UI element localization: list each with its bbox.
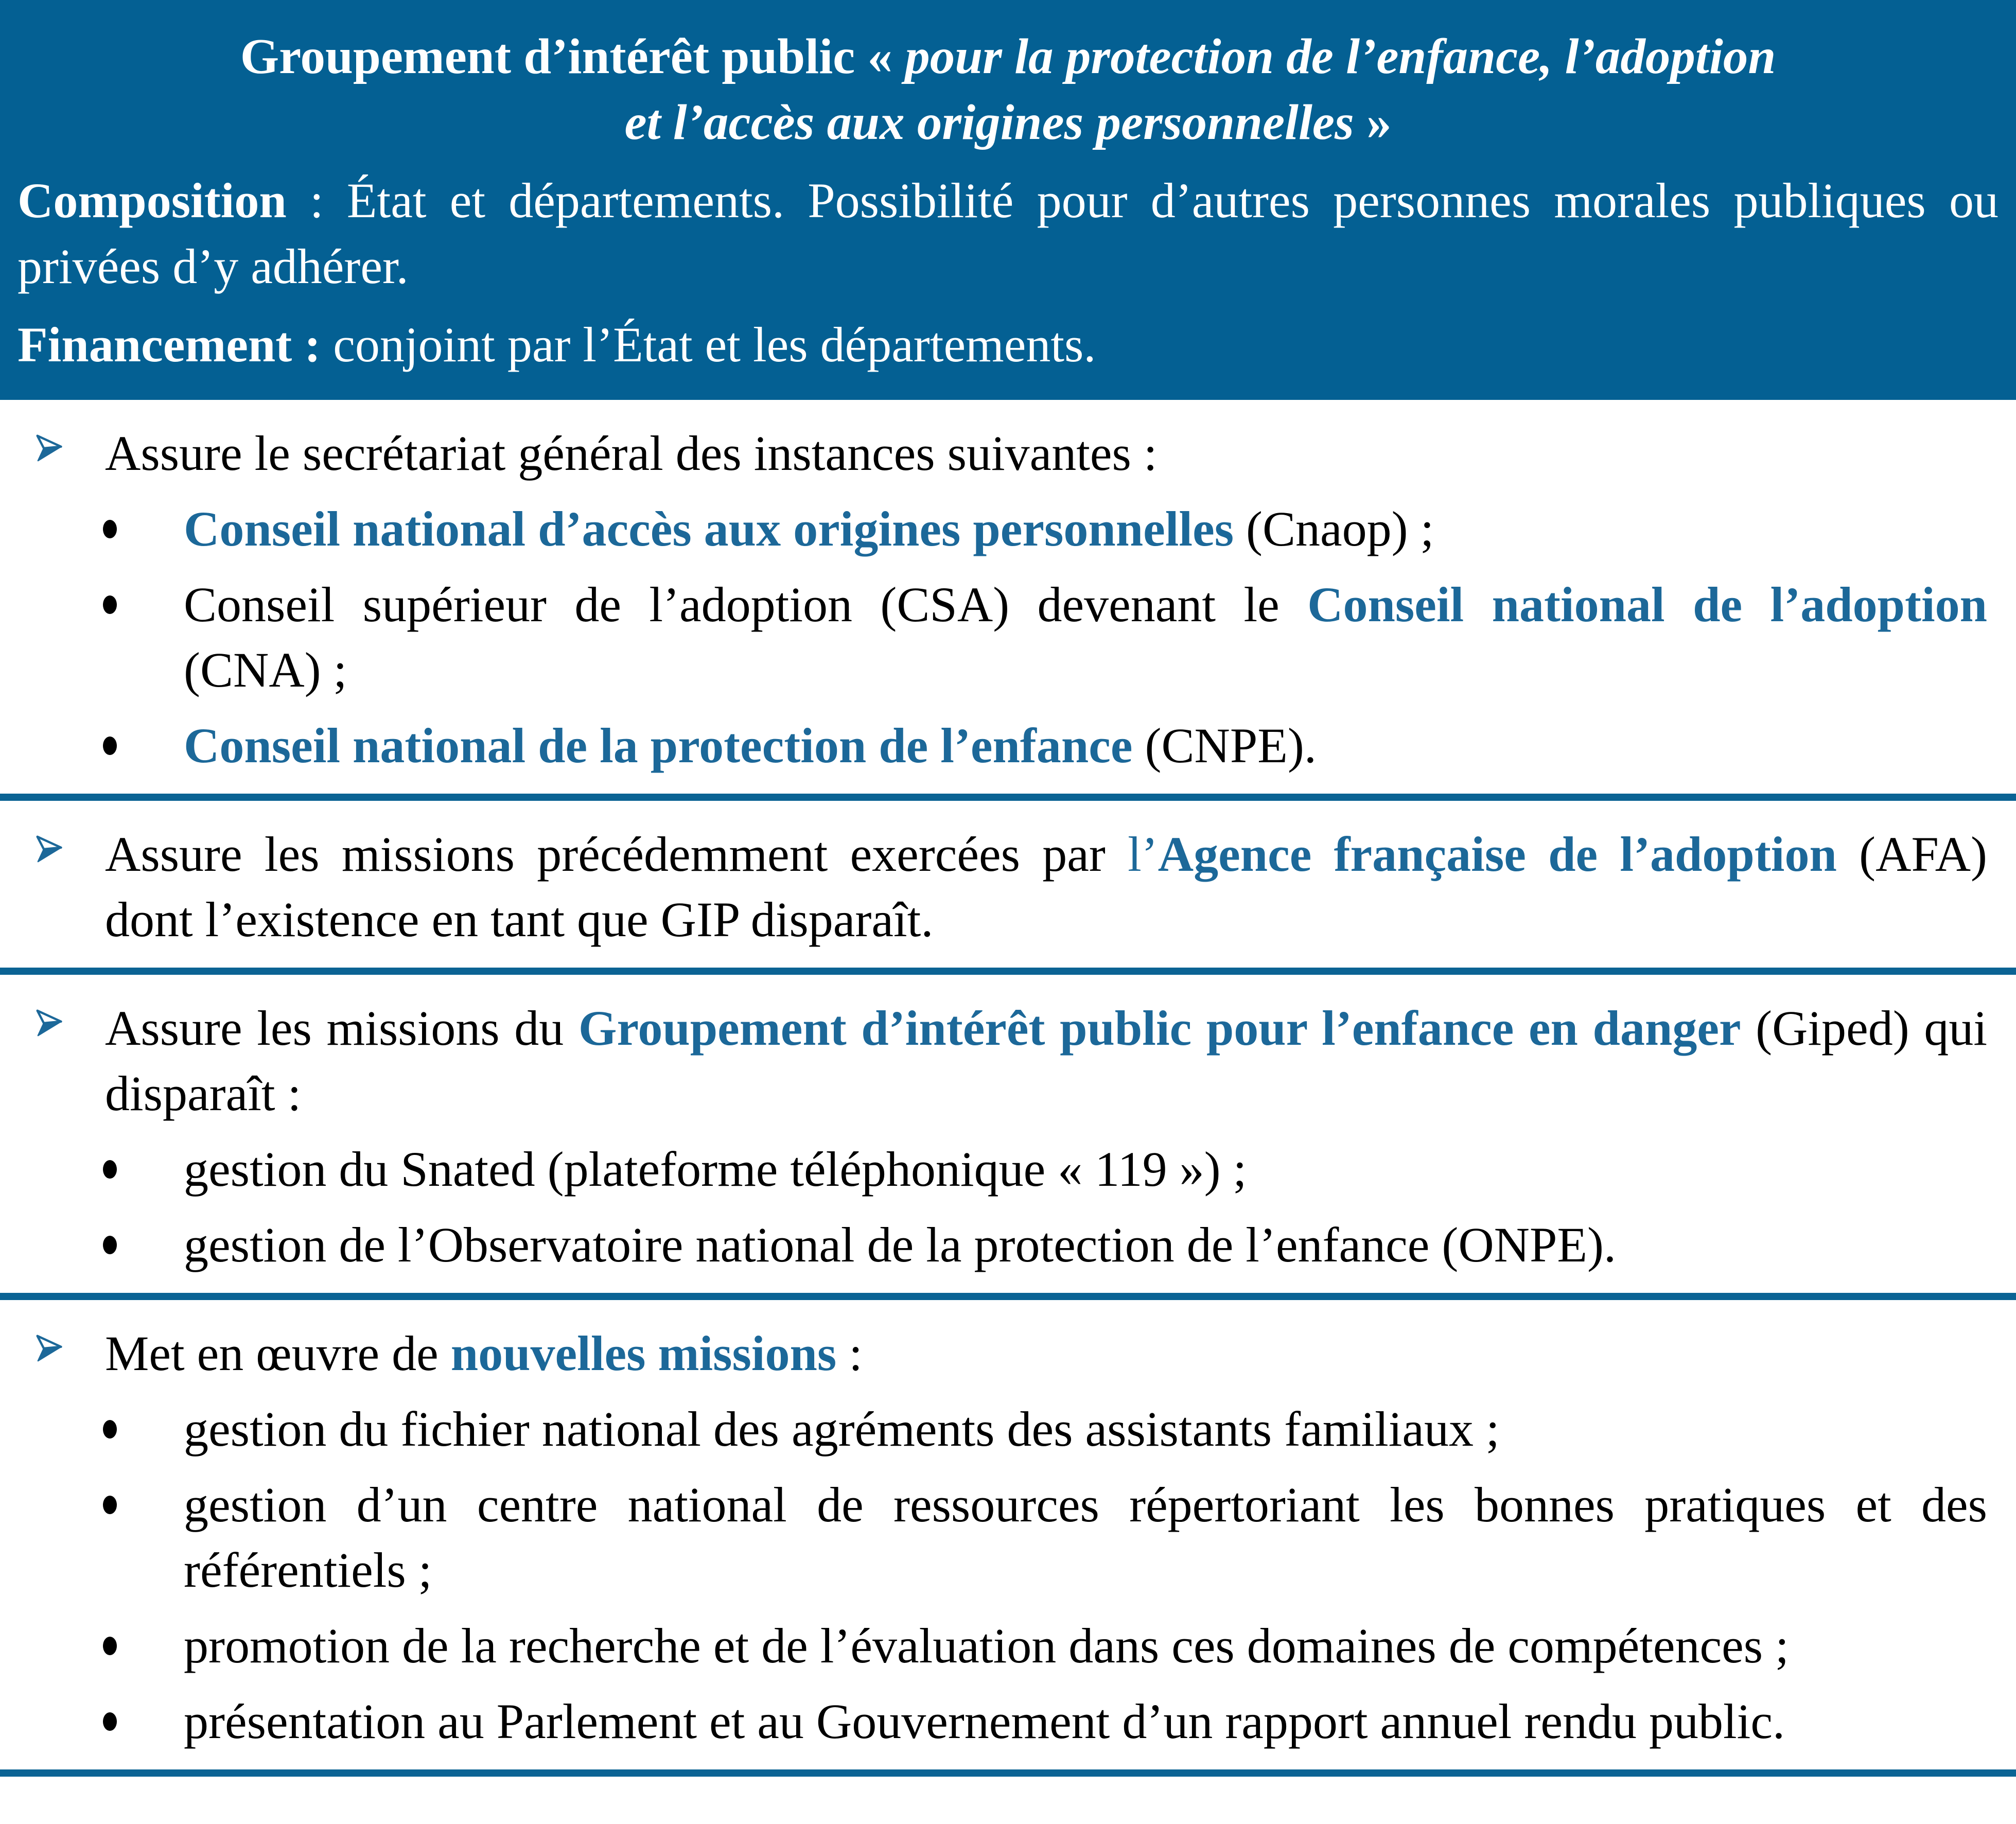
bullet-text — [184, 1689, 1987, 1754]
financement-label: Financement : — [17, 317, 321, 372]
bullet-segment: Conseil supérieur de l’adoption (CSA) devenant le — [184, 577, 1308, 632]
heading-segment: (AFA) dont l’existence en tant que GIP disparaît. — [105, 827, 1988, 947]
bullet-segment: promotion de la recherche et de l’évaluation dans ces domaines de compétences ; — [184, 1618, 1789, 1673]
bullet-segment: gestion d’un centre national de ressources répertoriant les bonnes pratiques et des référentiels ; — [184, 1477, 1987, 1598]
heading-segment: Agence française de l’adoption — [1158, 827, 1837, 882]
section-heading — [105, 821, 1987, 952]
dot-bullet-icon — [103, 1712, 117, 1731]
heading-segment: Groupement d’intérêt public pour l’enfance en danger — [578, 1001, 1741, 1056]
section-heading — [105, 420, 1987, 486]
section-divider — [0, 1769, 2016, 1777]
heading-segment: nouvelles missions — [450, 1326, 837, 1381]
title-text-italic: et l’accès aux origines personnelles — [624, 95, 1354, 150]
section-divider — [0, 968, 2016, 975]
section — [0, 400, 2016, 794]
arrowhead-bullet-icon — [33, 1004, 65, 1046]
bullet-segment: présentation au Parlement et au Gouvernement d’un rapport annuel rendu public. — [184, 1694, 1785, 1749]
dot-bullet-icon — [103, 520, 117, 538]
section — [0, 975, 2016, 1293]
bullet-text — [184, 1136, 1987, 1202]
arrowhead-bullet-icon — [33, 429, 65, 471]
page-title — [17, 24, 1999, 155]
bullet-text — [184, 572, 1987, 703]
bullet-text — [184, 713, 1987, 778]
bullet-segment: (CNPE). — [1132, 718, 1317, 773]
header-banner — [0, 0, 2016, 400]
list-item — [33, 1613, 1987, 1678]
list-item — [33, 1396, 1987, 1462]
arrowhead-bullet-icon — [33, 1329, 65, 1371]
heading-segment: l’ — [1128, 827, 1158, 882]
list-item — [33, 1472, 1987, 1603]
title-text-italic: pour la protection de l’enfance, l’adoption — [905, 29, 1776, 84]
composition-label: Composition — [17, 173, 287, 228]
list-item — [33, 1689, 1987, 1754]
bullet-segment: (Cnaop) ; — [1234, 501, 1434, 556]
section-heading-row — [33, 821, 1987, 952]
bullet-segment: gestion du Snated (plateforme téléphonique « 119 ») ; — [184, 1142, 1247, 1197]
list-item — [33, 713, 1987, 778]
heading-segment: Assure les missions précédemment exercées par — [105, 827, 1128, 882]
title-line-1 — [17, 24, 1999, 90]
dot-bullet-icon — [103, 1420, 117, 1439]
heading-segment: Assure le secrétariat général des instances suivantes : — [105, 426, 1158, 481]
dot-bullet-icon — [103, 1496, 117, 1514]
bullet-text — [184, 1396, 1987, 1462]
section-heading-row — [33, 420, 1987, 486]
title-line-2 — [17, 90, 1999, 155]
composition-paragraph — [17, 168, 1999, 300]
section-heading-row — [33, 1321, 1987, 1386]
section-heading-row — [33, 995, 1987, 1126]
title-text-bold: Groupement d’intérêt public « — [240, 29, 905, 84]
bullet-segment: Conseil national de l’adoption — [1307, 577, 1987, 632]
financement-text: conjoint par l’État et les départements. — [321, 317, 1096, 372]
section-divider — [0, 794, 2016, 801]
bullet-segment: Conseil national de la protection de l’enfance — [184, 718, 1133, 773]
dot-bullet-icon — [103, 595, 117, 614]
bullet-segment: gestion du fichier national des agréments des assistants familiaux ; — [184, 1401, 1500, 1457]
bullet-text — [184, 1472, 1987, 1603]
composition-colon: : — [286, 173, 347, 228]
heading-segment: : — [836, 1326, 863, 1381]
heading-segment: (Giped) qui disparaît : — [105, 1001, 1988, 1121]
financement-paragraph — [17, 312, 1999, 378]
bullet-segment: Conseil national d’accès aux origines personnelles — [184, 501, 1234, 556]
title-closing-guillemet: » — [1354, 95, 1392, 150]
dot-bullet-icon — [103, 736, 117, 755]
bullet-text — [184, 496, 1987, 562]
dot-bullet-icon — [103, 1160, 117, 1179]
list-item — [33, 496, 1987, 562]
section-heading — [105, 1321, 1987, 1386]
list-item — [33, 572, 1987, 703]
list-item — [33, 1136, 1987, 1202]
composition-text: État et départements. Possibilité pour d’autres personnes morales publiques ou privées d’y adhérer. — [17, 173, 1999, 294]
bullet-text — [184, 1212, 1987, 1277]
dot-bullet-icon — [103, 1637, 117, 1655]
heading-segment: Met en œuvre de — [105, 1326, 451, 1381]
section — [0, 1300, 2016, 1769]
arrowhead-bullet-icon — [33, 830, 65, 872]
bullet-segment: (CNA) ; — [184, 642, 347, 697]
bullet-segment: gestion de l’Observatoire national de la protection de l’enfance (ONPE). — [184, 1217, 1616, 1272]
section-divider — [0, 1293, 2016, 1300]
bullet-text — [184, 1613, 1987, 1678]
dot-bullet-icon — [103, 1236, 117, 1254]
heading-segment: Assure les missions du — [105, 1001, 578, 1056]
list-item — [33, 1212, 1987, 1277]
section — [0, 801, 2016, 968]
sections-container — [0, 400, 2016, 1777]
section-heading — [105, 995, 1987, 1126]
